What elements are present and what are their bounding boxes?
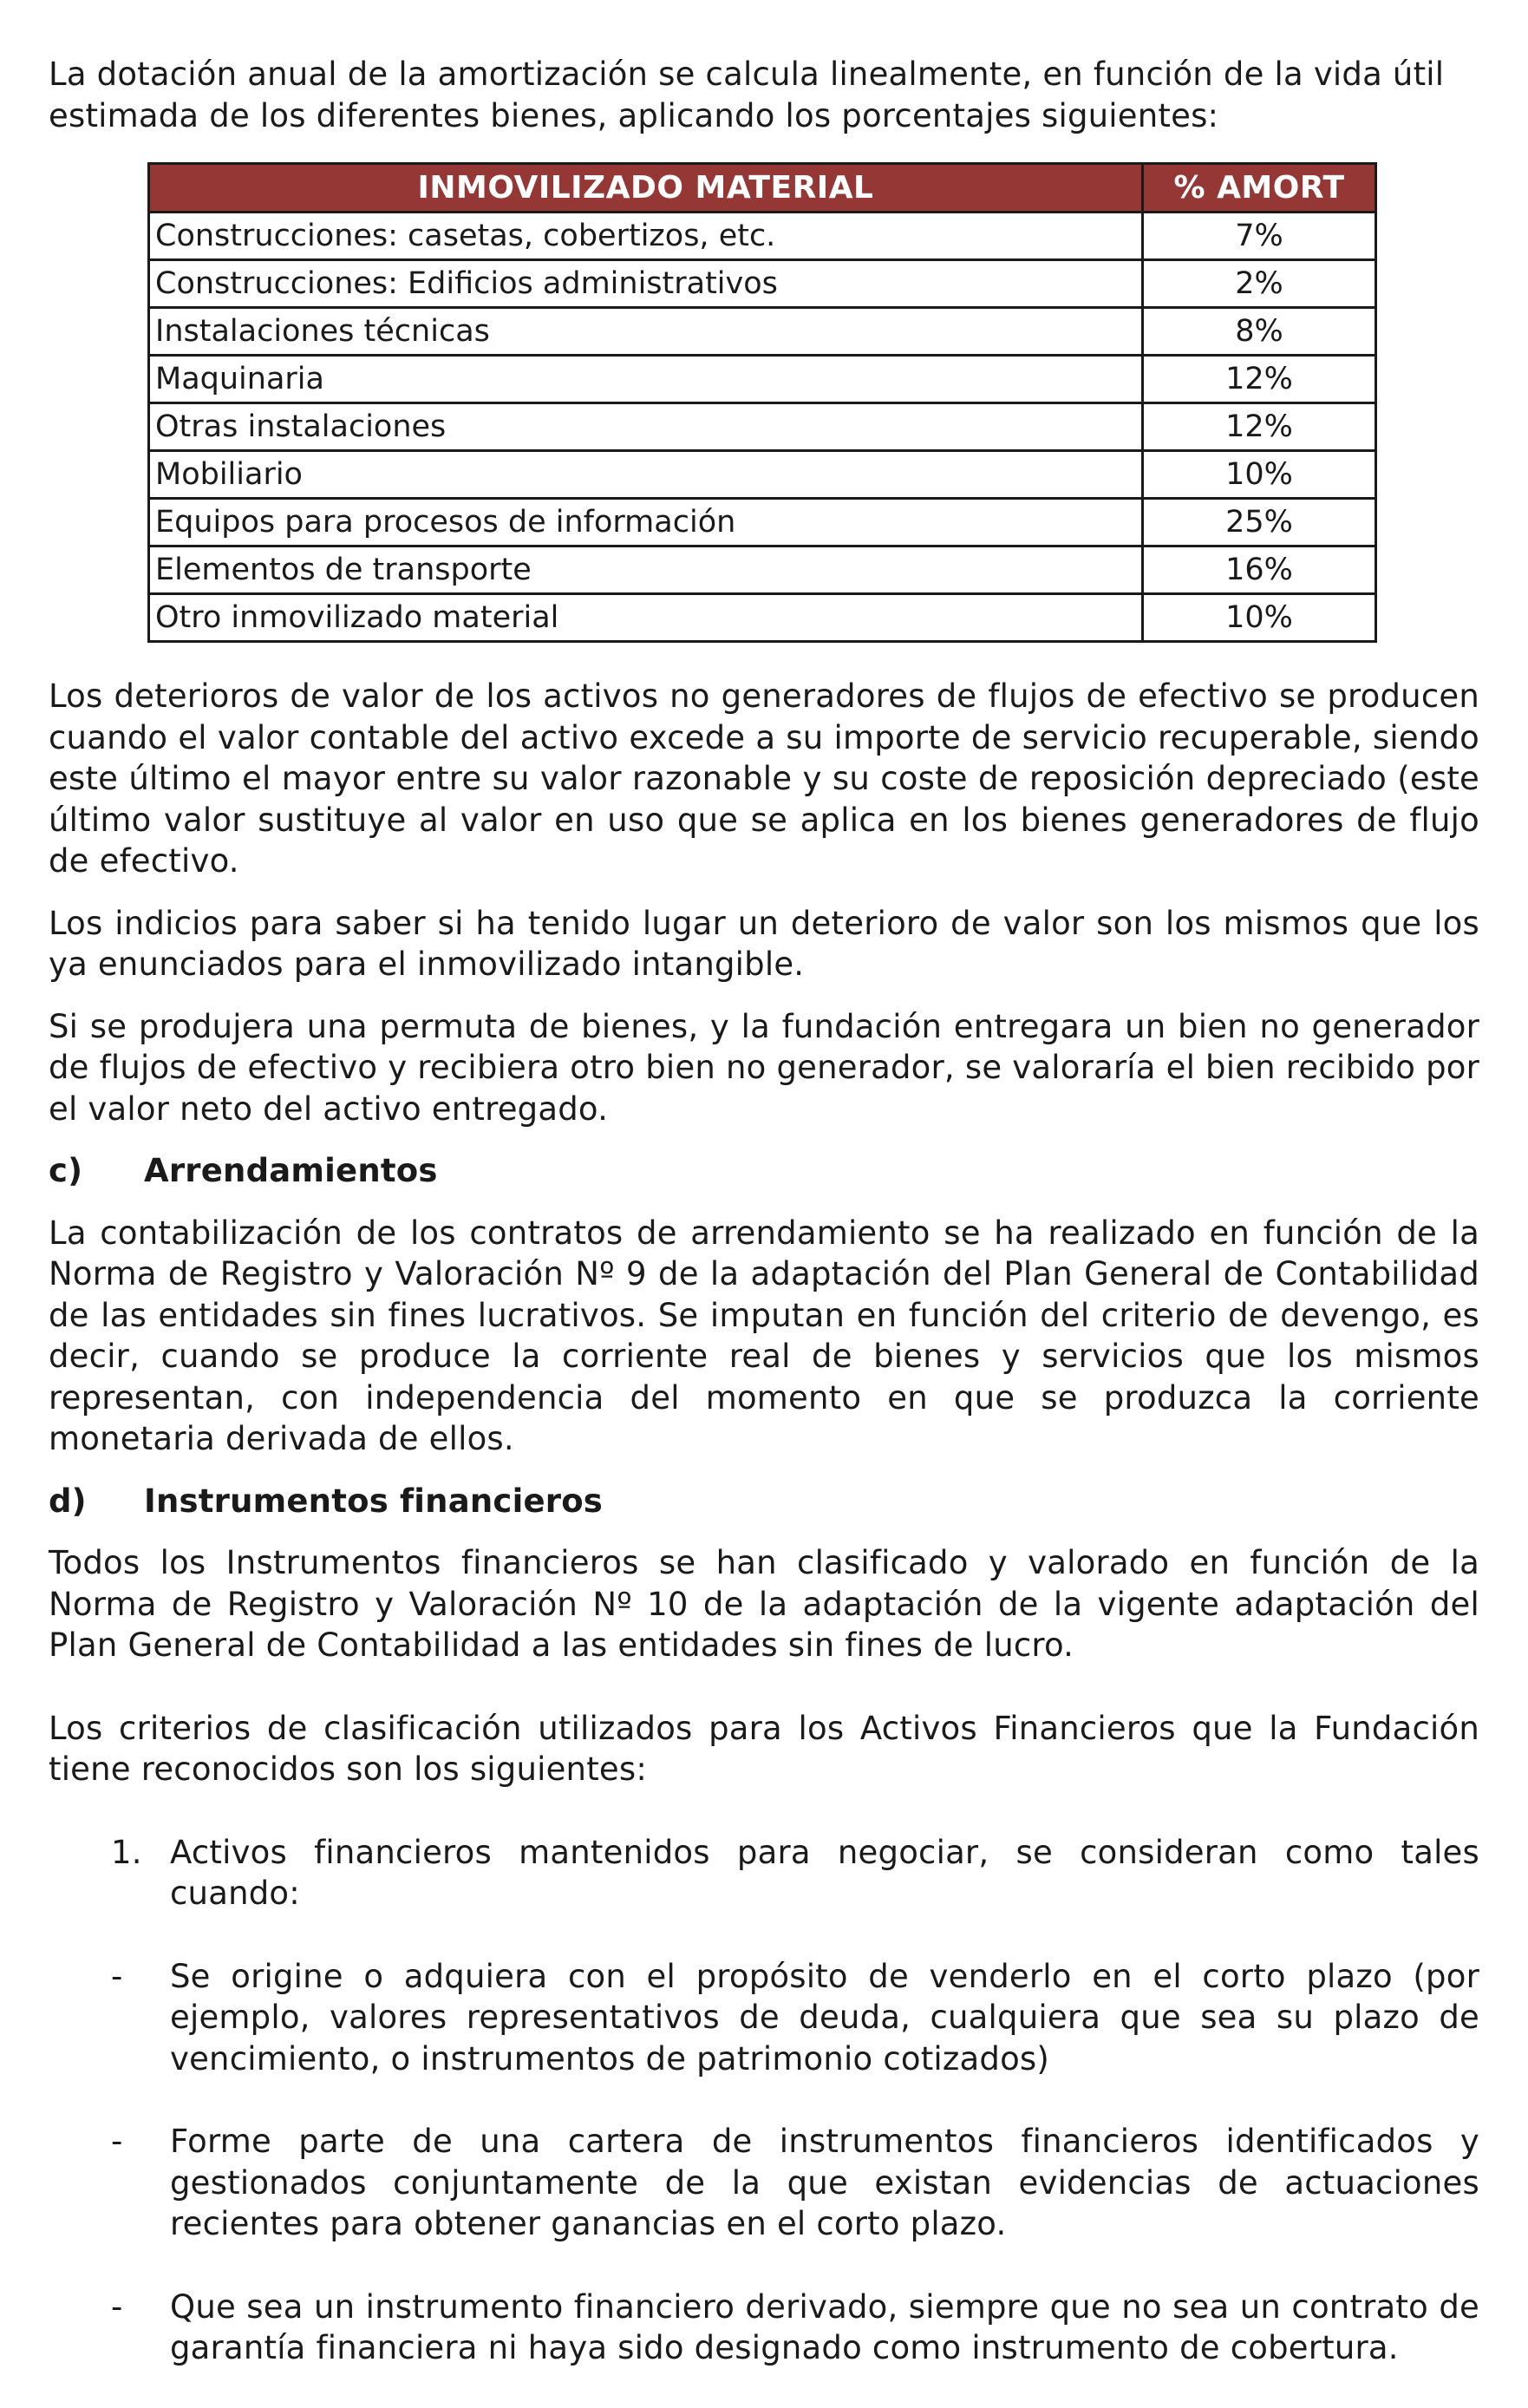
impairment-paragraph: Los deterioros de valor de los activos no generadores de flujos de efectivo se producen cuando el valor contable del activo excede a su importe de servicio recuperable, siendo este último el mayor entre su valor razonable y su coste de reposición depreciado (este último valor sustituye al valor en uso que se aplica en los bienes generadores de flujo de efectivo. bbox=[49, 677, 1479, 880]
bullet-item bbox=[49, 2121, 1479, 2245]
bullet-text: Que sea un instrumento financiero derivado, siempre que no sea un contrato de garantía financiera ni haya sido designado como instrumento de cobertura. bbox=[170, 2287, 1479, 2366]
list-item-1 bbox=[49, 1832, 1479, 1914]
section-d-text2: Los criterios de clasificación utilizados para los Activos Financieros que la Fundación tiene reconocidos son los siguientes: bbox=[49, 1709, 1479, 1788]
asset-cell: Elementos de transporte bbox=[149, 546, 1143, 594]
pct-cell: 25% bbox=[1143, 499, 1376, 546]
asset-cell: Otras instalaciones bbox=[149, 403, 1143, 451]
bullet-text: Forme parte de una cartera de instrumentos financieros identificados y gestionados conjuntamente de la que existan evidencias de actuaciones recientes para obtener ganancias en el corto plazo. bbox=[170, 2123, 1479, 2242]
section-c-heading bbox=[49, 1150, 1479, 1192]
table-row bbox=[149, 260, 1376, 308]
pct-cell: 2% bbox=[1143, 260, 1376, 308]
exchange-paragraph: Si se produjera una permuta de bienes, y la fundación entregara un bien no generador de flujos de efectivo y recibiera otro bien no generador, se valoraría el bien recibido por el valor neto del activo entregado. bbox=[49, 1007, 1479, 1128]
list-marker: 1. bbox=[111, 1833, 142, 1871]
document-page bbox=[49, 54, 1479, 2369]
section-c-text: La contabilización de los contratos de arrendamiento se ha realizado en función de la Norma de Registro y Valoración Nº 9 de la adaptación del Plan General de Contabilidad de las entidades sin fines lucrativos. Se imputan en función del criterio de devengo, es decir, cuando se produce la corriente real de bienes y servicios que los mismos representan, con independencia del momento en que se produzca la corriente monetaria derivada de ellos. bbox=[49, 1214, 1479, 1457]
section-c-label: c) bbox=[49, 1152, 83, 1189]
pct-cell: 12% bbox=[1143, 356, 1376, 403]
column-header-asset: INMOVILIZADO MATERIAL bbox=[149, 164, 1143, 213]
asset-cell: Instalaciones técnicas bbox=[149, 308, 1143, 356]
section-d-text1: Todos los Instrumentos financieros se han clasificado y valorado en función de la Norma de Registro y Valoración Nº 10 de la adaptación de la vigente adaptación del Plan General de Contabilidad a las entidades sin fines de lucro. bbox=[49, 1544, 1479, 1664]
bullet-item bbox=[49, 2287, 1479, 2369]
table-row bbox=[149, 403, 1376, 451]
intro-paragraph: La dotación anual de la amortización se calcula linealmente, en función de la vida útil estimada de los diferentes bienes, aplicando los porcentajes siguientes: bbox=[49, 56, 1445, 134]
column-header-pct: % AMORT bbox=[1143, 164, 1376, 213]
bullet-text: Se origine o adquiera con el propósito de venderlo en el corto plazo (por ejemplo, valores representativos de deuda, cualquiera que sea su plazo de vencimiento, o instrumentos de patrimonio cotizados) bbox=[170, 1957, 1479, 2078]
section-d-heading bbox=[49, 1481, 1479, 1522]
table-row bbox=[149, 451, 1376, 499]
bullet-marker: - bbox=[111, 1957, 123, 1995]
pct-cell: 16% bbox=[1143, 546, 1376, 594]
amortization-table bbox=[147, 162, 1377, 643]
pct-cell: 10% bbox=[1143, 451, 1376, 499]
table-row bbox=[149, 546, 1376, 594]
asset-cell: Construcciones: Edificios administrativos bbox=[149, 260, 1143, 308]
table-row bbox=[149, 308, 1376, 356]
table-row bbox=[149, 499, 1376, 546]
table-row bbox=[149, 213, 1376, 260]
bullet-marker: - bbox=[111, 2287, 123, 2326]
asset-cell: Construcciones: casetas, cobertizos, etc. bbox=[149, 213, 1143, 260]
section-d-label: d) bbox=[49, 1482, 87, 1520]
section-c-title: Arrendamientos bbox=[144, 1152, 438, 1189]
table-row bbox=[149, 594, 1376, 642]
pct-cell: 12% bbox=[1143, 403, 1376, 451]
indicators-paragraph: Los indicios para saber si ha tenido lugar un deterioro de valor son los mismos que los ya enunciados para el inmovilizado intangible. bbox=[49, 904, 1479, 983]
table-header-row bbox=[149, 164, 1376, 213]
asset-cell: Mobiliario bbox=[149, 451, 1143, 499]
pct-cell: 10% bbox=[1143, 594, 1376, 642]
table-row bbox=[149, 356, 1376, 403]
bullet-marker: - bbox=[111, 2123, 123, 2160]
pct-cell: 8% bbox=[1143, 308, 1376, 356]
asset-cell: Maquinaria bbox=[149, 356, 1143, 403]
asset-cell: Equipos para procesos de información bbox=[149, 499, 1143, 546]
list-item-text: Activos financieros mantenidos para negociar, se consideran como tales cuando: bbox=[170, 1833, 1479, 1912]
bullet-item bbox=[49, 1956, 1479, 2080]
pct-cell: 7% bbox=[1143, 213, 1376, 260]
section-d-title: Instrumentos financieros bbox=[144, 1482, 604, 1520]
asset-cell: Otro inmovilizado material bbox=[149, 594, 1143, 642]
